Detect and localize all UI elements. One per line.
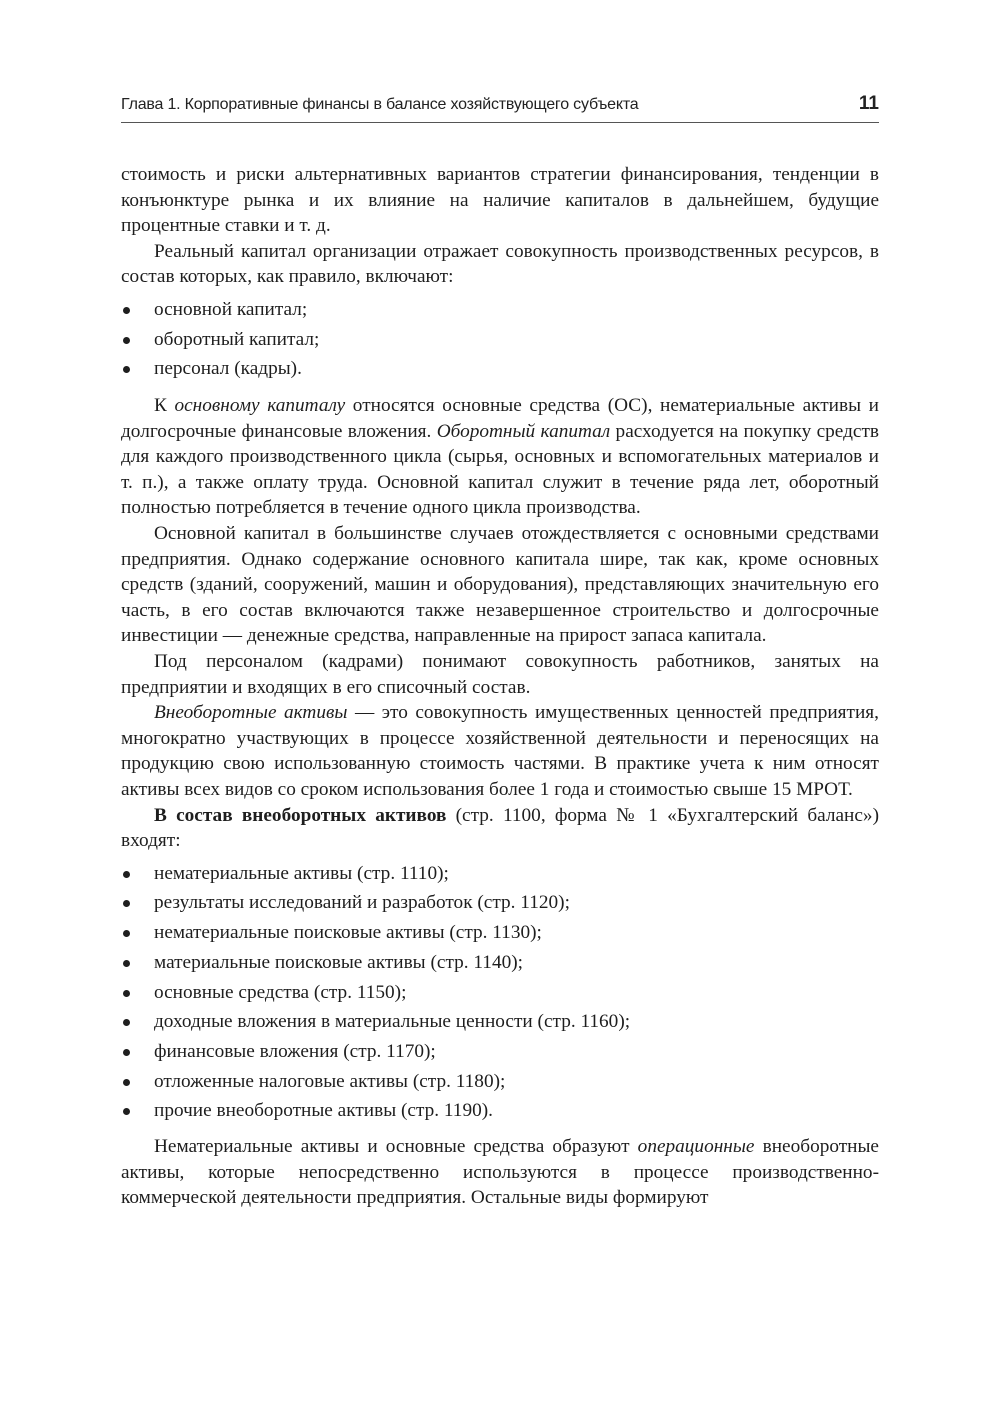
list-item: нематериальные поисковые активы (стр. 1130); <box>121 918 879 948</box>
text-run: внеоборотные активы, которые непосредственно используются в процессе производственно-коммерческой деятельности предприятия. Остальные виды формируют <box>121 1136 879 1209</box>
list-item: основной капитал; <box>121 295 879 325</box>
text-run: К <box>154 395 175 417</box>
text-run: расходуется на покупку средств для каждого производственного цикла (сырья, основных и вспомогательных материалов и т. п.), а также оплату труда. Основной капитал служит в течение ряда лет, оборотный полностью потребляется в течение одного цикла производства. <box>121 420 879 519</box>
emphasis-term: операционные <box>637 1136 755 1158</box>
text-run: (стр. 1100, форма № 1 «Бухгалтерский баланс») входят: <box>121 804 879 852</box>
list-item: финансовые вложения (стр. 1170); <box>121 1037 879 1067</box>
text-run: относятся основные средства (ОС), нематериальные активы и долгосрочные финансовые вложения. <box>121 395 879 442</box>
paragraph-real-capital: Реальный капитал организации отражает совокупность производственных ресурсов, в состав которых, как правило, включают: <box>121 240 879 288</box>
emphasis-term: Внеоборотные активы <box>154 702 348 724</box>
paragraph-fixed-capital-scope: Основной капитал в большинстве случаев отождествляется с основными средствами предприятия. Однако содержание основного капитала шире, так как, кроме основных средств (зданий, сооружений, машин и оборудования), представляющих значительную его часть, в его состав включаются также незавершенное строительство и долгосрочные инвестиции — денежные средства, направленные на прирост запаса капитала. <box>121 523 879 647</box>
list-item: материальные поисковые активы (стр. 1140); <box>121 948 879 978</box>
paragraph-personnel: Под персоналом (кадрами) понимают совокупность работников, занятых на предприятии и входящих в его списочный состав. <box>121 651 879 698</box>
bold-term: В состав внеоборотных активов <box>154 804 447 826</box>
list-item: нематериальные активы (стр. 1110); <box>121 859 879 889</box>
running-header <box>121 88 879 123</box>
list-item: прочие внеоборотные активы (стр. 1190). <box>121 1096 879 1126</box>
text-run: Нематериальные активы и основные средства образуют <box>154 1136 638 1158</box>
page-body <box>121 162 879 1211</box>
real-capital-list <box>121 295 879 384</box>
emphasis-term: Оборотный капитал <box>436 420 611 442</box>
emphasis-term: основному капиталу <box>174 395 346 417</box>
paragraph-composition <box>121 803 879 854</box>
paragraph-fixed-capital <box>121 393 879 521</box>
chapter-title: Глава 1. Корпоративные финансы в балансе хозяйствующего субъекта <box>121 96 639 113</box>
noncurrent-assets-list <box>121 859 879 1126</box>
list-item: доходные вложения в материальные ценности (стр. 1160); <box>121 1007 879 1037</box>
list-item: результаты исследований и разработок (стр. 1120); <box>121 888 879 918</box>
paragraph-operational-assets <box>121 1134 879 1211</box>
list-item: основные средства (стр. 1150); <box>121 978 879 1008</box>
list-item: оборотный капитал; <box>121 325 879 355</box>
list-item: отложенные налоговые активы (стр. 1180); <box>121 1067 879 1097</box>
text-run: — это совокупность имущественных ценностей предприятия, многократно участвующих в процессе хозяйственной деятельности и переносящих на продукцию свою использованную стоимость частями. В практике учета к ним относят активы всех видов со сроком использования более 1 года и стоимостью свыше 15 МРОТ. <box>121 702 879 800</box>
page-number: 11 <box>858 93 879 114</box>
list-item: персонал (кадры). <box>121 354 879 384</box>
paragraph-continuation: стоимость и риски альтернативных вариантов стратегии финансирования, тенденции в конъюнктуре рынка и их влияние на наличие капиталов в дальнейшем, будущие процентные ставки и т. д. <box>121 164 879 237</box>
paragraph-noncurrent-assets <box>121 700 879 802</box>
